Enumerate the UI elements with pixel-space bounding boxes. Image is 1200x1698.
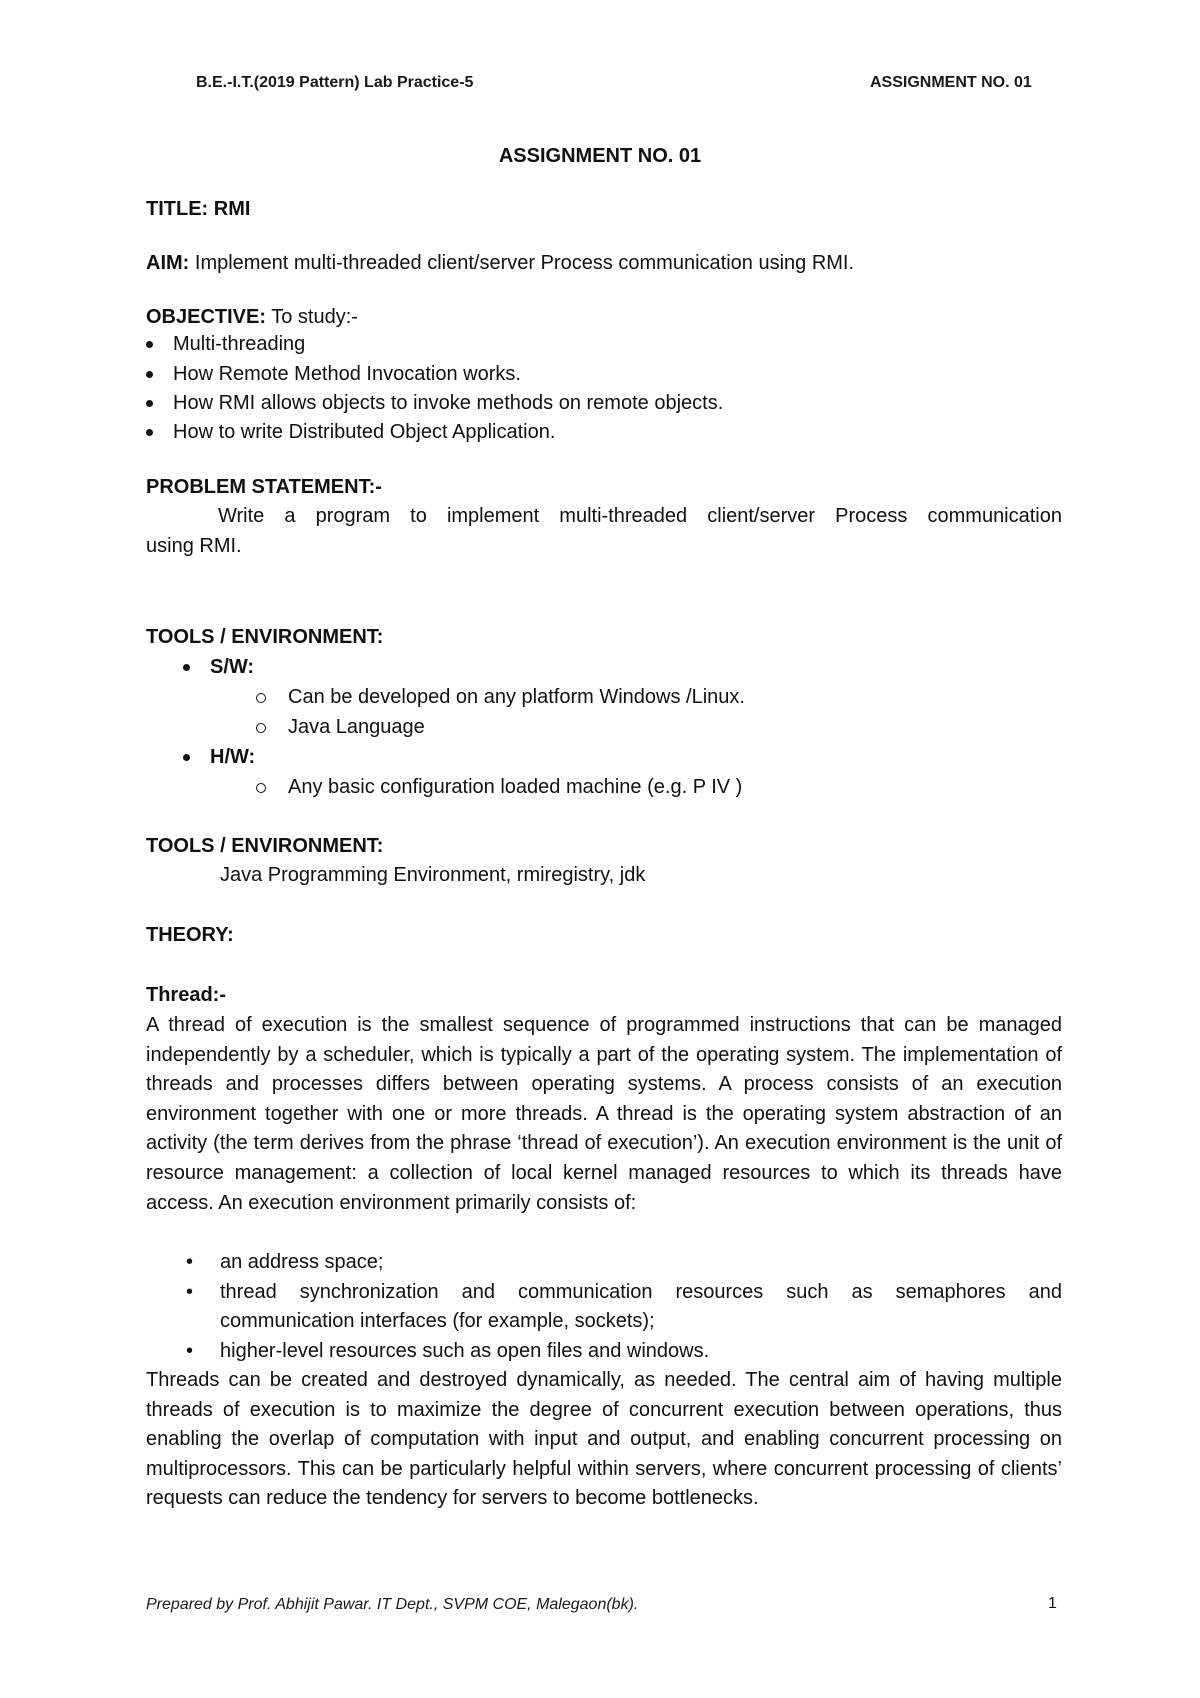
title-label: TITLE: — [146, 198, 209, 220]
bullet-icon: • — [186, 1280, 194, 1303]
circle-bullet-icon — [256, 783, 266, 793]
circle-bullet-icon — [256, 693, 266, 703]
environment-item: • thread synchronization and communication resources such as semaphores and communication interfaces (for example, sockets); — [146, 1278, 1062, 1337]
environment-item: • higher-level resources such as open files and windows. — [146, 1337, 1062, 1367]
tools-environment-label-2: TOOLS / ENVIRONMENT: — [146, 835, 384, 857]
hardware-label-item: H/W: — [183, 743, 255, 773]
running-header-right: ASSIGNMENT NO. 01 — [870, 74, 1032, 91]
bullet-icon — [146, 429, 153, 436]
bullet-icon — [146, 371, 153, 378]
running-header-left: B.E.-I.T.(2019 Pattern) Lab Practice-5 — [196, 74, 474, 91]
objective-line — [146, 303, 358, 333]
environment-list — [146, 1248, 1062, 1366]
theory-label: THEORY: — [146, 924, 234, 946]
objective-intro: To study:- — [271, 306, 358, 328]
tools-environment-label: TOOLS / ENVIRONMENT: — [146, 626, 384, 648]
aim-label: AIM: — [146, 252, 190, 274]
bullet-icon — [183, 664, 190, 671]
software-item: Can be developed on any platform Windows /Linux. — [256, 683, 745, 713]
software-label-item: S/W: — [183, 653, 254, 683]
objective-item: Multi-threading — [146, 330, 305, 360]
thread-paragraph-1: A thread of execution is the smallest sequence of programmed instructions that can be managed independently by a scheduler, which is typically a part of the operating system. The implementation of threads and processes differs between operating systems. A process consists of an execution environment together with one or more threads. A thread is the operating system abstraction of an activity (the term derives from the phrase ‘thread of execution’). An execution environment is the unit of resource management: a collection of local kernel managed resources to which its threads have access. An execution environment primarily consists of: — [146, 1014, 1062, 1214]
page-number: 1 — [1048, 1595, 1057, 1612]
assignment-heading: ASSIGNMENT NO. 01 — [498, 145, 702, 167]
bullet-icon: • — [186, 1251, 194, 1273]
environment-item: • an address space; — [146, 1248, 1062, 1278]
title-line — [146, 195, 250, 225]
bullet-icon — [183, 754, 190, 761]
circle-bullet-icon — [256, 723, 266, 733]
bullet-icon — [146, 341, 153, 348]
objective-item: How to write Distributed Object Application. — [146, 418, 555, 448]
footer-text: Prepared by Prof. Abhijit Pawar. IT Dept., SVPM COE, Malegaon(bk). — [146, 1596, 639, 1613]
software-item: Java Language — [256, 713, 425, 743]
tools-environment-text: Java Programming Environment, rmiregistry, jdk — [220, 864, 646, 886]
aim-text: Implement multi-threaded client/server Process communication using RMI. — [194, 252, 855, 274]
bullet-icon: • — [186, 1339, 194, 1362]
aim-line — [146, 249, 854, 279]
bullet-icon — [146, 400, 153, 407]
hardware-item: Any basic configuration loaded machine (e.g. P IV ) — [256, 773, 742, 803]
thread-label: Thread:- — [146, 984, 226, 1006]
problem-statement-text: Write a program to implement multi-threaded client/server Process communication using RMI. — [146, 505, 1062, 557]
objective-item: How RMI allows objects to invoke methods on remote objects. — [146, 389, 723, 419]
title-value: RMI — [213, 198, 251, 220]
objective-item: How Remote Method Invocation works. — [146, 360, 521, 390]
problem-statement-label: PROBLEM STATEMENT:- — [146, 476, 382, 498]
thread-paragraph-2: Threads can be created and destroyed dynamically, as needed. The central aim of having multiple threads of execution is to maximize the degree of concurrent execution between operations, thus enabling the overlap of computation with input and output, and enabling concurrent processing on multiprocessors. This can be particularly helpful within servers, where concurrent processing of clients’ requests can reduce the tendency for servers to become bottlenecks. — [146, 1369, 1062, 1510]
objective-label: OBJECTIVE: — [146, 306, 267, 328]
